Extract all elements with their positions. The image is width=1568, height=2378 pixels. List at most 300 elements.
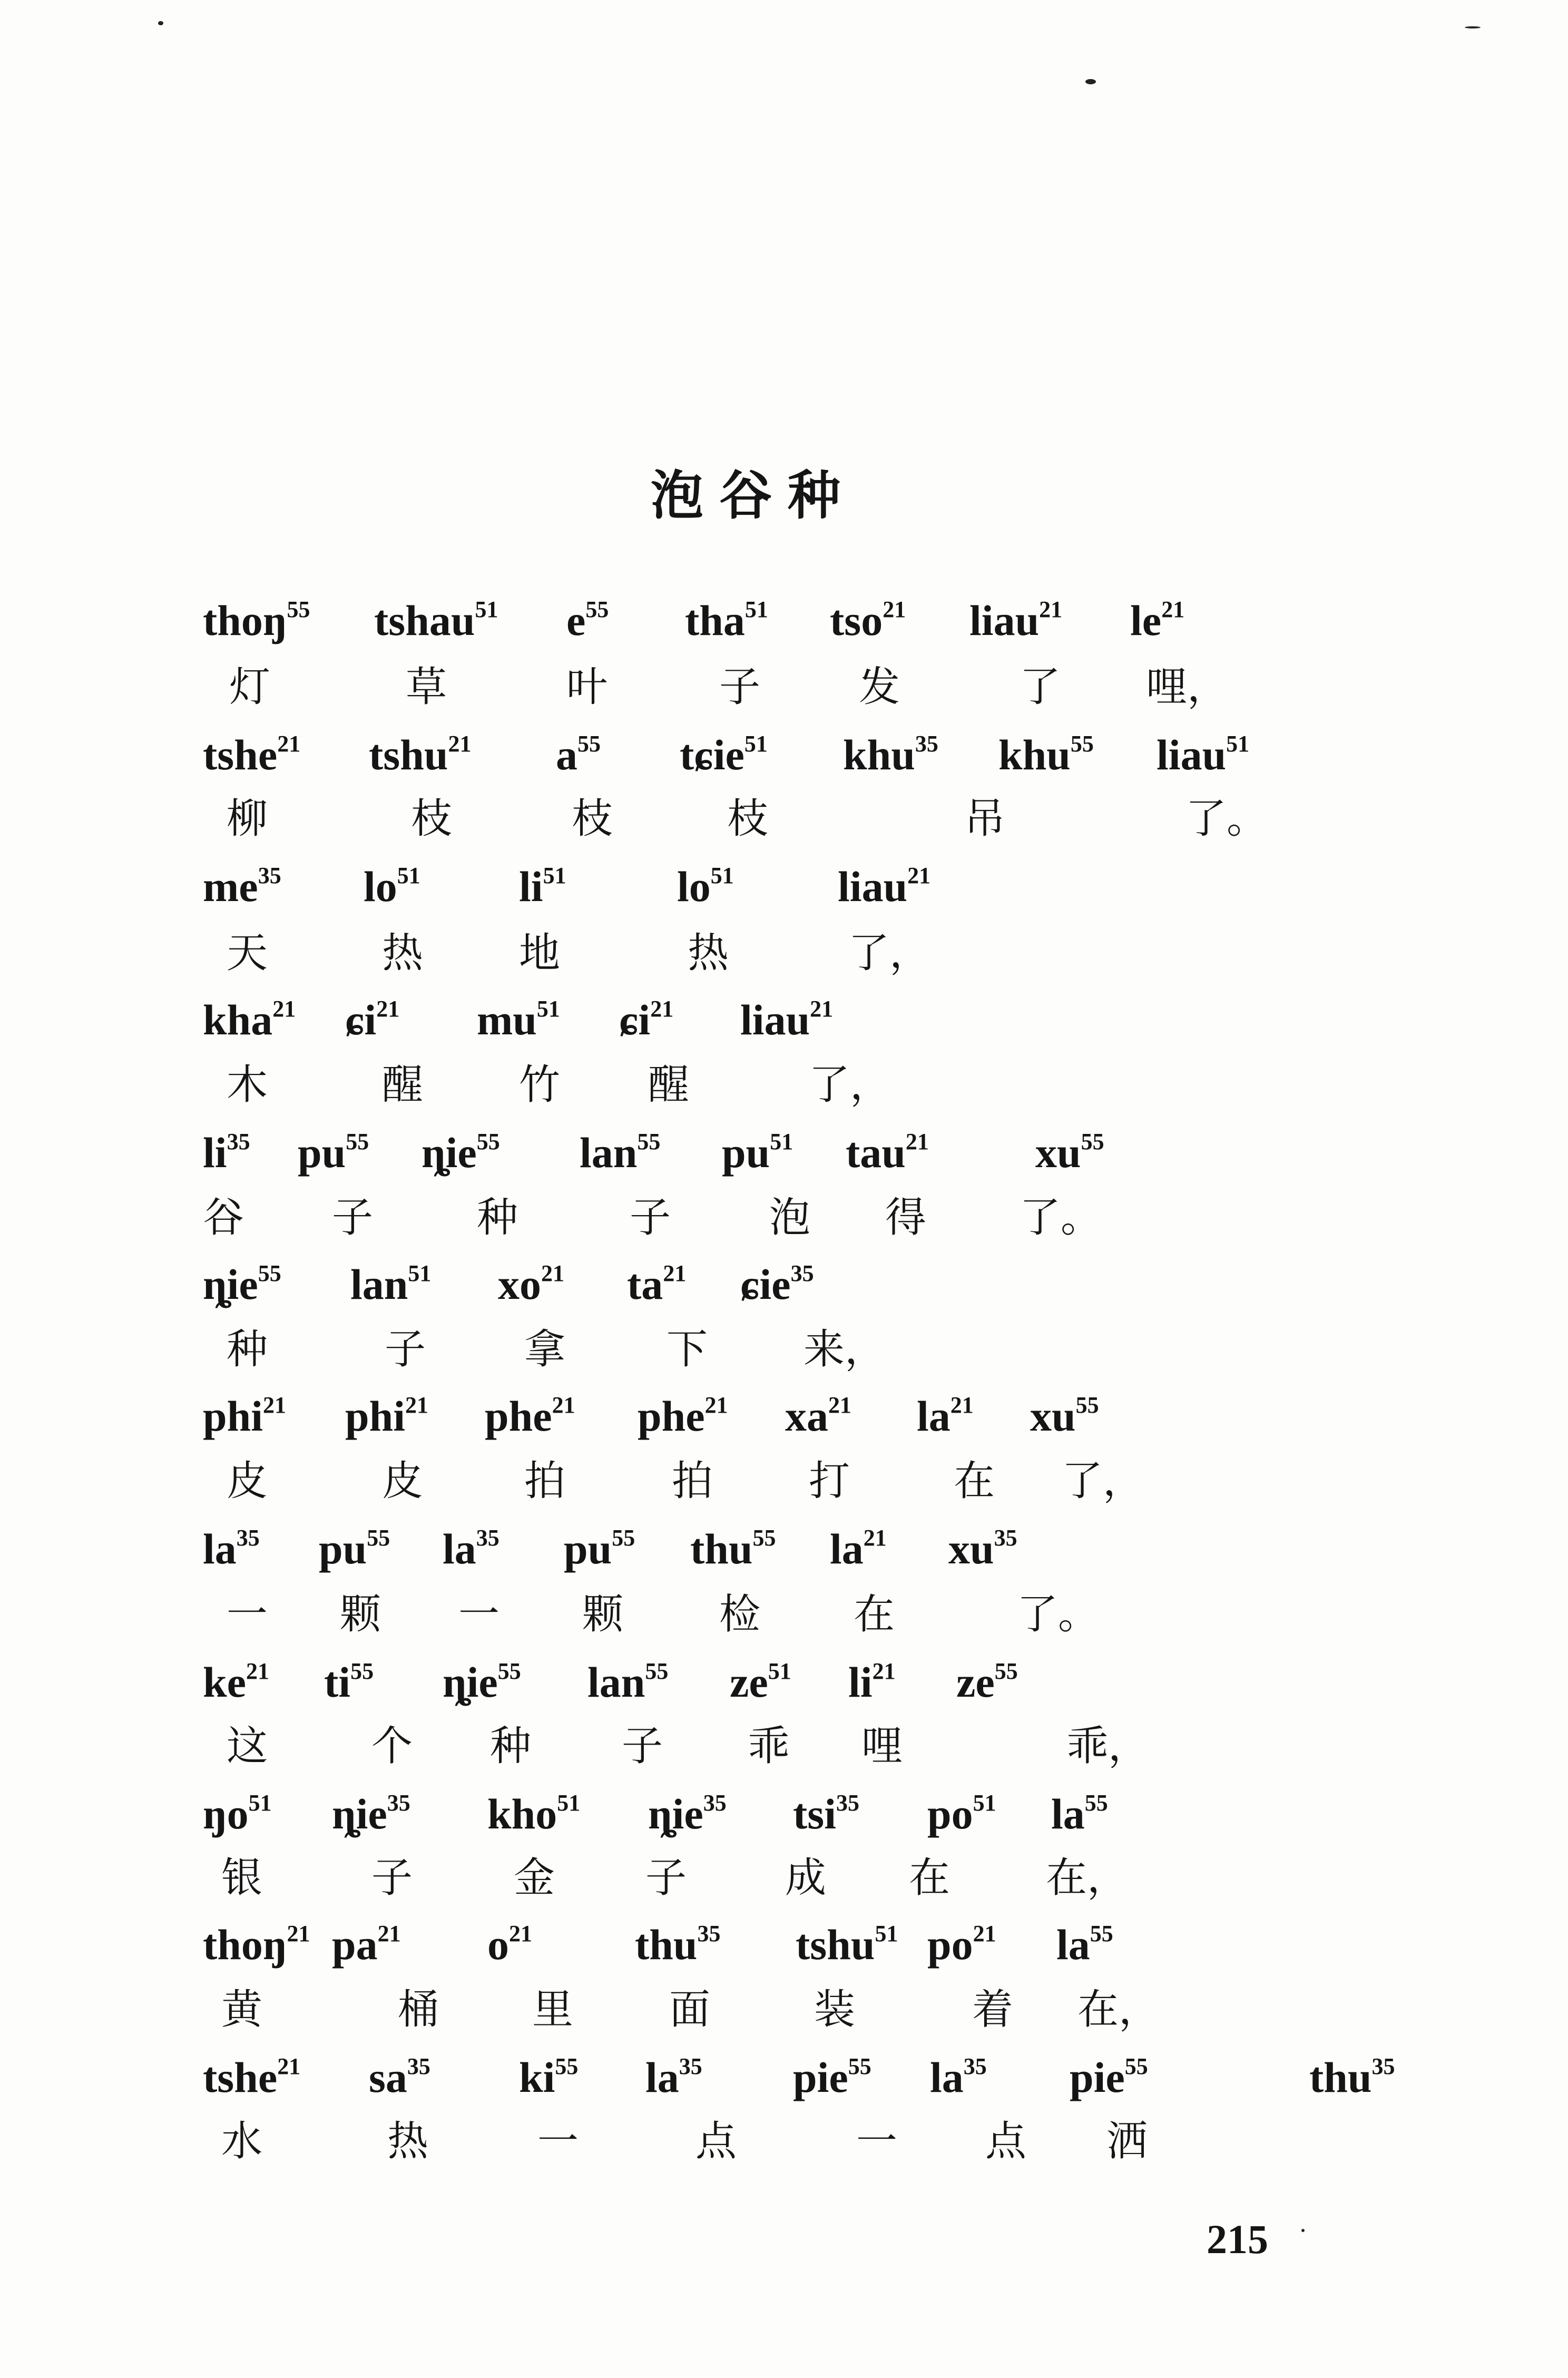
gloss-char: 枝 [727,795,769,843]
gloss-char: 了， [848,929,931,977]
syllable-text: ta [627,1260,663,1308]
syllable [648,1792,727,1836]
tone-mark: 35 [963,2053,987,2079]
tone-mark: 55 [577,731,601,757]
gloss-char: 了 [1020,663,1061,711]
syllable-text: tshu [369,731,448,779]
syllable [587,1660,668,1704]
gloss-char: 颗 [582,1591,624,1638]
tone-mark: 21 [277,2053,301,2079]
tone-mark: 35 [679,2053,702,2079]
tone-mark: 51 [408,1260,432,1286]
tone-mark: 21 [663,1260,687,1286]
tone-mark: 21 [907,863,931,888]
gloss-char: 哩， [1146,663,1229,711]
gloss-char: 了， [809,1061,891,1109]
syllable [487,1792,580,1836]
syllable [1130,598,1184,642]
syllable [677,863,734,911]
tone-mark: 21 [872,1658,896,1684]
gloss-char: 发 [859,663,900,711]
syllable [830,598,906,642]
syllable [635,1921,721,1969]
syllable [345,1394,428,1438]
syllable [324,1660,374,1704]
syllable [680,732,768,777]
gloss-char: 了， [1062,1457,1144,1505]
syllable-text: khu [843,731,915,779]
syllable [203,1394,286,1438]
tone-mark: 55 [994,1658,1018,1684]
tone-mark: 35 [915,731,938,757]
syllable [930,2055,987,2099]
tone-mark: 21 [973,1921,996,1946]
syllable-text: pu [319,1525,367,1573]
syllable-text: lo [364,863,397,911]
syllable [203,1792,272,1836]
syllable [969,598,1062,642]
syllable-text: tau [846,1129,906,1177]
syllable [422,1130,500,1175]
syllable [927,1792,996,1836]
gloss-char: 在， [1046,1854,1129,1902]
syllable [519,863,566,911]
gloss-char: 水 [221,2118,263,2165]
syllable-text: lan [350,1260,408,1308]
syllable-text: liau [740,996,810,1044]
syllable [846,1130,929,1175]
syllable-text: pie [1070,2053,1125,2101]
syllable-text: li [203,1129,227,1177]
gloss-char: 下 [667,1326,708,1373]
tone-mark: 35 [1371,2053,1395,2079]
syllable [203,863,281,911]
syllable-text: thu [690,1525,753,1573]
gloss-char: 在 [909,1854,950,1902]
tone-mark: 55 [476,1129,500,1154]
syllable-text: ze [956,1658,995,1706]
tone-mark: 35 [476,1525,499,1551]
syllable-text: khu [998,731,1071,779]
gloss-char: 在 [854,1591,895,1638]
syllable [796,1921,898,1969]
gloss-char: 种 [227,1326,268,1373]
gloss-char: 点 [695,2118,737,2165]
syllable-text: tshau [374,596,475,644]
syllable-text: thoŋ [203,1921,287,1969]
syllable [203,1262,281,1306]
scan-speck [158,21,163,25]
gloss-char: 热 [688,929,729,977]
gloss-char: 子 [719,663,761,711]
gloss-char: 种 [490,1723,532,1770]
syllable-text: phi [203,1392,263,1440]
syllable-text: kho [487,1790,557,1838]
gloss-char: 拍 [524,1457,566,1505]
gloss-char: 热 [387,2118,429,2165]
tone-mark: 35 [258,863,281,888]
syllable-text: lan [580,1129,638,1177]
syllable-text: o [487,1921,509,1969]
syllable [203,1921,310,1969]
tone-mark: 21 [448,731,472,757]
tone-mark: 55 [258,1260,281,1286]
syllable [443,1526,499,1571]
scan-speck [1085,79,1096,84]
syllable-text: thu [1309,2053,1372,2101]
syllable-text: ke [203,1658,246,1706]
tone-mark: 51 [475,596,498,622]
syllable [838,863,931,911]
syllable [443,1660,521,1704]
syllable-text: thu [635,1921,698,1969]
syllable-text: la [1051,1790,1085,1838]
syllable [1051,1792,1108,1836]
syllable-text: li [519,863,543,911]
syllable [1157,732,1249,777]
tone-mark: 55 [1090,1921,1113,1946]
gloss-char: 热 [382,929,424,977]
syllable [1070,2055,1148,2099]
syllable [619,997,673,1042]
syllable-text: xu [1030,1392,1076,1440]
syllable [203,598,310,642]
gloss-char: 乖 [748,1723,790,1770]
syllable [722,1130,793,1175]
syllable-text: la [645,2053,679,2101]
syllable-text: liau [838,863,908,911]
syllable-text: tso [830,596,883,644]
syllable [519,2055,578,2099]
gloss-char: 木 [227,1061,268,1109]
syllable-text: ȵie [422,1129,477,1177]
tone-mark: 51 [248,1790,272,1816]
gloss-char: 草 [406,663,447,711]
gloss-char: 了。 [1185,795,1268,843]
gloss-char: 个 [371,1723,413,1770]
gloss-char: 颗 [340,1591,381,1638]
tone-mark: 35 [703,1790,727,1816]
gloss-char: 一 [458,1591,500,1638]
tone-mark: 21 [883,596,906,622]
tone-mark: 51 [536,996,560,1022]
syllable-text: tshe [203,731,278,779]
tone-mark: 51 [744,596,768,622]
tone-mark: 51 [1226,731,1250,757]
gloss-char: 皮 [382,1457,424,1505]
syllable [956,1660,1018,1704]
syllable [1056,1921,1113,1969]
gloss-char: 竹 [519,1061,561,1109]
syllable [1030,1394,1099,1438]
syllable-text: xu [948,1525,994,1573]
tone-mark: 21 [246,1658,269,1684]
syllable [332,1792,410,1836]
gloss-char: 金 [514,1854,555,1902]
syllable-text: ȵie [203,1260,258,1308]
gloss-char: 泡 [769,1194,811,1241]
syllable-text: thoŋ [203,596,287,644]
tone-mark: 21 [810,996,834,1022]
syllable [369,732,471,777]
tone-mark: 21 [905,1129,929,1154]
tone-mark: 51 [973,1790,996,1816]
gloss-char: 柳 [227,795,268,843]
tone-mark: 21 [377,1921,401,1946]
gloss-char: 着 [972,1986,1014,2033]
gloss-char: 面 [669,1986,711,2033]
syllable-text: la [830,1525,864,1573]
syllable [580,1130,660,1175]
gloss-char: 地 [519,929,561,977]
syllable-text: pie [793,2053,848,2101]
syllable [793,1792,859,1836]
syllable [927,1921,996,1969]
gloss-char: 皮 [227,1457,268,1505]
gloss-char: 来， [803,1326,886,1373]
syllable [917,1394,974,1438]
tone-mark: 55 [367,1525,390,1551]
syllable-text: xa [785,1392,828,1440]
syllable-text: tsi [793,1790,836,1838]
gloss-char: 银 [221,1854,263,1902]
gloss-char: 了。 [1017,1591,1100,1638]
tone-mark: 55 [350,1658,374,1684]
syllable-text: po [927,1921,973,1969]
syllable [566,598,609,642]
syllable-text: sa [369,2053,407,2101]
syllable-text: li [848,1658,873,1706]
tone-mark: 21 [509,1921,532,1946]
syllable-text: la [930,2053,964,2101]
syllable [564,1526,635,1571]
gloss-char: 子 [332,1194,374,1241]
syllable-text: tshe [203,2053,278,2101]
gloss-char: 一 [856,2118,898,2165]
syllable [1035,1130,1104,1175]
gloss-char: 子 [385,1326,426,1373]
syllable-text: liau [1157,731,1227,779]
gloss-char: 拍 [672,1457,713,1505]
syllable [740,1262,814,1306]
page-number: 215 [1207,2216,1268,2262]
syllable [638,1394,728,1438]
syllable-text: ɕi [619,996,651,1044]
tone-mark: 35 [836,1790,859,1816]
syllable-text: ɕie [740,1260,791,1308]
syllable [345,997,399,1042]
tone-mark: 35 [407,2053,430,2079]
gloss-char: 这 [227,1723,268,1770]
tone-mark: 51 [557,1790,581,1816]
syllable [627,1262,686,1306]
gloss-char: 桶 [398,1986,439,2033]
syllable [848,1660,896,1704]
tone-mark: 55 [752,1525,776,1551]
syllable [203,1526,260,1571]
gloss-char: 检 [719,1591,761,1638]
tone-mark: 21 [541,1260,564,1286]
syllable [319,1526,390,1571]
tone-mark: 21 [552,1392,575,1418]
tone-mark: 55 [287,596,310,622]
tone-mark: 35 [697,1921,721,1946]
syllable [364,863,420,911]
syllable [485,1394,575,1438]
syllable-text: kha [203,996,273,1044]
gloss-char: 天 [227,929,268,977]
scan-speck [1301,2229,1305,2232]
tone-mark: 55 [1081,1129,1104,1154]
syllable [203,1660,269,1704]
gloss-char: 得 [885,1194,927,1241]
syllable-text: la [917,1392,950,1440]
gloss-char: 一 [537,2118,579,2165]
syllable-text: mu [477,996,537,1044]
syllable-text: po [927,1790,973,1838]
syllable-text: me [203,863,258,911]
syllable [690,1526,776,1571]
tone-mark: 21 [1039,596,1063,622]
gloss-char: 点 [985,2118,1027,2165]
gloss-char: 在， [1077,1986,1160,2033]
syllable-text: liau [969,596,1040,644]
tone-mark: 35 [236,1525,260,1551]
syllable-text: ɕi [345,996,377,1044]
syllable-text: phe [485,1392,552,1440]
tone-mark: 21 [405,1392,428,1418]
page-title: 泡谷种 [651,465,856,526]
syllable-text: phi [345,1392,405,1440]
tone-mark: 55 [645,1658,669,1684]
syllable [740,997,833,1042]
gloss-char: 了。 [1020,1194,1102,1241]
syllable [498,1262,564,1306]
tone-mark: 55 [1084,1790,1108,1816]
syllable [645,2055,702,2099]
gloss-char: 里 [532,1986,574,2033]
tone-mark: 51 [875,1921,898,1946]
syllable-text: lo [677,863,711,911]
syllable [203,1130,250,1175]
syllable-text: pa [332,1921,378,1969]
tone-mark: 55 [1124,2053,1148,2079]
gloss-char: 谷 [203,1194,244,1241]
tone-mark: 55 [612,1525,635,1551]
syllable-text: a [556,731,577,779]
syllable-text: ki [519,2053,555,2101]
syllable-text: tha [685,596,745,644]
tone-mark: 35 [790,1260,814,1286]
tone-mark: 51 [543,863,566,888]
gloss-char: 子 [622,1723,663,1770]
gloss-char: 哩 [861,1723,903,1770]
tone-mark: 55 [497,1658,521,1684]
syllable-text: ȵie [332,1790,387,1838]
syllable-text: ŋo [203,1790,249,1838]
tone-mark: 55 [1070,731,1094,757]
syllable-text: le [1130,596,1162,644]
syllable-text: e [566,596,586,644]
tone-mark: 21 [828,1392,851,1418]
gloss-char: 枝 [572,795,613,843]
syllable [793,2055,871,2099]
gloss-char: 灯 [229,663,271,711]
tone-mark: 51 [397,863,420,888]
gloss-char: 在 [954,1457,995,1505]
gloss-char: 洒 [1106,2118,1148,2165]
syllable-text: ti [324,1658,351,1706]
gloss-char: 拿 [524,1326,566,1373]
syllable-text: tshu [796,1921,875,1969]
tone-mark: 35 [994,1525,1017,1551]
tone-mark: 35 [227,1129,250,1154]
syllable [203,732,300,777]
syllable [785,1394,851,1438]
tone-mark: 21 [277,731,301,757]
gloss-char: 装 [814,1986,856,2033]
syllable-text: lan [587,1658,645,1706]
tone-mark: 55 [637,1129,661,1154]
syllable-text: ze [730,1658,768,1706]
gloss-char: 醒 [382,1061,424,1109]
gloss-char: 吊 [964,795,1006,843]
syllable [203,997,296,1042]
syllable [830,1526,887,1571]
syllable [298,1130,369,1175]
syllable [1309,2055,1395,2099]
tone-mark: 21 [650,996,674,1022]
gloss-char: 打 [809,1457,850,1505]
syllable-text: pu [722,1129,770,1177]
gloss-char: 叶 [566,663,608,711]
syllable-text: pu [564,1525,612,1573]
syllable [685,598,768,642]
tone-mark: 51 [768,1658,791,1684]
tone-mark: 55 [346,1129,369,1154]
syllable [477,997,560,1042]
syllable [556,732,601,777]
tone-mark: 51 [710,863,734,888]
tone-mark: 35 [387,1790,410,1816]
tone-mark: 55 [585,596,609,622]
syllable-text: la [203,1525,237,1573]
syllable-text: ȵie [648,1790,703,1838]
syllable-text: phe [638,1392,705,1440]
syllable-text: la [443,1525,476,1573]
tone-mark: 21 [263,1392,286,1418]
syllable-text: ȵie [443,1658,498,1706]
syllable [350,1262,431,1306]
tone-mark: 55 [848,2053,871,2079]
syllable-text: la [1056,1921,1090,1969]
gloss-char: 成 [785,1854,827,1902]
tone-mark: 21 [376,996,400,1022]
tone-mark: 21 [863,1525,887,1551]
gloss-char: 一 [227,1591,268,1638]
syllable [369,2055,430,2099]
syllable-text: xo [498,1260,541,1308]
scan-speck [1465,26,1481,28]
tone-mark: 21 [272,996,296,1022]
syllable-text: pu [298,1129,346,1177]
tone-mark: 21 [704,1392,728,1418]
syllable-text: tɕie [680,731,744,779]
syllable [730,1660,791,1704]
gloss-char: 子 [630,1194,671,1241]
gloss-char: 醒 [648,1061,690,1109]
syllable [948,1526,1017,1571]
